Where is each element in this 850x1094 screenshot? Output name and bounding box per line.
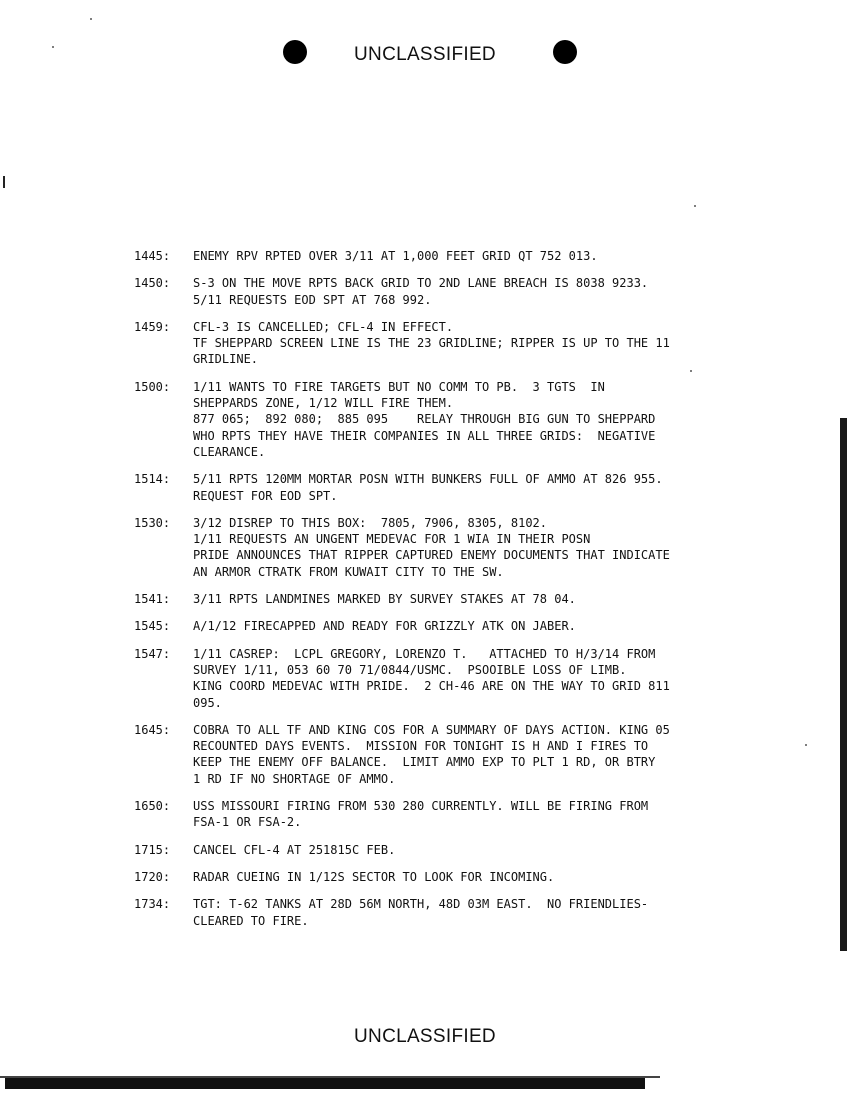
entry-time: 1500: <box>134 379 171 394</box>
entry-text <box>193 869 734 885</box>
entry-text <box>193 842 734 858</box>
entry-line: ENEMY RPV RPTED OVER 3/11 AT 1,000 FEET GRID QT 752 013. <box>193 249 598 263</box>
entry-line: CFL-3 IS CANCELLED; CFL-4 IN EFFECT. <box>193 319 454 334</box>
entry-line: FSA-1 OR FSA-2. <box>193 815 302 830</box>
log-entry <box>134 248 734 264</box>
entry-text <box>193 515 734 580</box>
entry-text <box>193 319 734 368</box>
entry-line: COBRA TO ALL TF AND KING COS FOR A SUMMARY OF DAYS ACTION. KING 05 <box>193 722 670 737</box>
entry-line: 5/11 REQUESTS EOD SPT AT 768 992. <box>193 292 432 307</box>
entry-text <box>193 471 734 504</box>
entry-text <box>193 248 734 264</box>
log-entry <box>134 896 734 929</box>
entry-time: 1734: <box>134 897 171 912</box>
entry-time: 1715: <box>134 842 171 857</box>
entry-time: 1445: <box>134 249 171 263</box>
entry-text <box>193 646 734 711</box>
log-entries <box>134 248 734 940</box>
entry-line: CLEARANCE. <box>193 444 266 459</box>
log-entry <box>134 515 734 580</box>
entry-line: SHEPPARDS ZONE, 1/12 WILL FIRE THEM. <box>193 396 454 411</box>
entry-line: KING COORD MEDEVAC WITH PRIDE. 2 CH-46 ARE ON THE WAY TO GRID 811 <box>193 679 670 694</box>
entry-line: SURVEY 1/11, 053 60 70 71/0844/USMC. PSOOIBLE LOSS OF LIMB. <box>193 662 627 677</box>
entry-line: 3/12 DISREP TO THIS BOX: 7805, 7906, 8305, 8102. <box>193 515 548 530</box>
log-entry <box>134 471 734 504</box>
entry-line: WHO RPTS THEY HAVE THEIR COMPANIES IN ALL THREE GRIDS: NEGATIVE <box>193 428 656 443</box>
log-entry <box>134 275 734 308</box>
entry-line: KEEP THE ENEMY OFF BALANCE. LIMIT AMMO EXP TO PLT 1 RD, OR BTRY <box>193 755 656 770</box>
log-entry <box>134 798 734 831</box>
scan-mark <box>3 176 5 188</box>
scan-bottom-bar <box>5 1078 645 1089</box>
entry-time: 1450: <box>134 276 171 291</box>
entry-line: GRIDLINE. <box>193 352 259 367</box>
entry-time: 1547: <box>134 646 171 661</box>
entry-time: 1530: <box>134 515 171 530</box>
entry-line: A/1/12 FIRECAPPED AND READY FOR GRIZZLY ATK ON JABER. <box>193 619 576 634</box>
entry-line: 1/11 REQUESTS AN UNGENT MEDEVAC FOR 1 WIA IN THEIR POSN <box>193 532 591 547</box>
entry-text <box>193 275 734 308</box>
log-entry <box>134 646 734 711</box>
entry-text <box>193 896 734 929</box>
log-entry <box>134 869 734 885</box>
entry-line: USS MISSOURI FIRING FROM 530 280 CURRENTLY. WILL BE FIRING FROM <box>193 799 649 814</box>
entry-time: 1514: <box>134 472 171 487</box>
entry-line: S-3 ON THE MOVE RPTS BACK GRID TO 2ND LANE BREACH IS 8038 9233. <box>193 276 649 291</box>
entry-text <box>193 379 734 460</box>
entry-line: 095. <box>193 695 222 710</box>
scan-speck <box>52 46 54 48</box>
entry-text <box>193 798 734 831</box>
entry-time: 1720: <box>134 869 171 884</box>
classification-footer: UNCLASSIFIED <box>354 1026 496 1047</box>
log-entry <box>134 319 734 368</box>
entry-text <box>193 591 734 607</box>
entry-line: RADAR CUEING IN 1/12S SECTOR TO LOOK FOR INCOMING. <box>193 869 555 884</box>
scan-speck <box>805 744 807 746</box>
log-entry <box>134 591 734 607</box>
classification-dot-right <box>553 40 577 64</box>
entry-time: 1645: <box>134 722 171 737</box>
entry-line: TGT: T-62 TANKS AT 28D 56M NORTH, 48D 03M EAST. NO FRIENDLIES- <box>193 897 649 912</box>
entry-line: 1/11 CASREP: LCPL GREGORY, LORENZO T. ATTACHED TO H/3/14 FROM <box>193 646 656 661</box>
entry-line: REQUEST FOR EOD SPT. <box>193 488 338 503</box>
entry-line: 3/11 RPTS LANDMINES MARKED BY SURVEY STAKES AT 78 04. <box>193 592 576 607</box>
log-entry <box>134 722 734 787</box>
entry-line: TF SHEPPARD SCREEN LINE IS THE 23 GRIDLINE; RIPPER IS UP TO THE 11 <box>193 336 670 351</box>
log-entry <box>134 842 734 858</box>
entry-time: 1541: <box>134 592 171 607</box>
entry-line: 1 RD IF NO SHORTAGE OF AMMO. <box>193 771 396 786</box>
scan-speck <box>90 18 92 20</box>
entry-time: 1459: <box>134 319 171 334</box>
log-entry <box>134 618 734 634</box>
entry-time: 1545: <box>134 619 171 634</box>
scan-speck <box>694 205 696 207</box>
entry-line: CLEARED TO FIRE. <box>193 913 309 928</box>
entry-text <box>193 722 734 787</box>
entry-line: 5/11 RPTS 120MM MORTAR POSN WITH BUNKERS FULL OF AMMO AT 826 955. <box>193 472 663 487</box>
entry-line: PRIDE ANNOUNCES THAT RIPPER CAPTURED ENEMY DOCUMENTS THAT INDICATE <box>193 548 670 563</box>
entry-text <box>193 618 734 634</box>
entry-line: RECOUNTED DAYS EVENTS. MISSION FOR TONIGHT IS H AND I FIRES TO <box>193 739 649 754</box>
entry-time: 1650: <box>134 799 171 814</box>
entry-line: AN ARMOR CTRATK FROM KUWAIT CITY TO THE SW. <box>193 564 504 579</box>
scan-edge-bar <box>840 418 847 951</box>
entry-line: 1/11 WANTS TO FIRE TARGETS BUT NO COMM TO PB. 3 TGTS IN <box>193 379 605 394</box>
entry-line: CANCEL CFL-4 AT 251815C FEB. <box>193 842 396 857</box>
entry-line: 877 065; 892 080; 885 095 RELAY THROUGH BIG GUN TO SHEPPARD <box>193 412 656 427</box>
classification-header: UNCLASSIFIED <box>354 44 496 65</box>
log-entry <box>134 379 734 460</box>
